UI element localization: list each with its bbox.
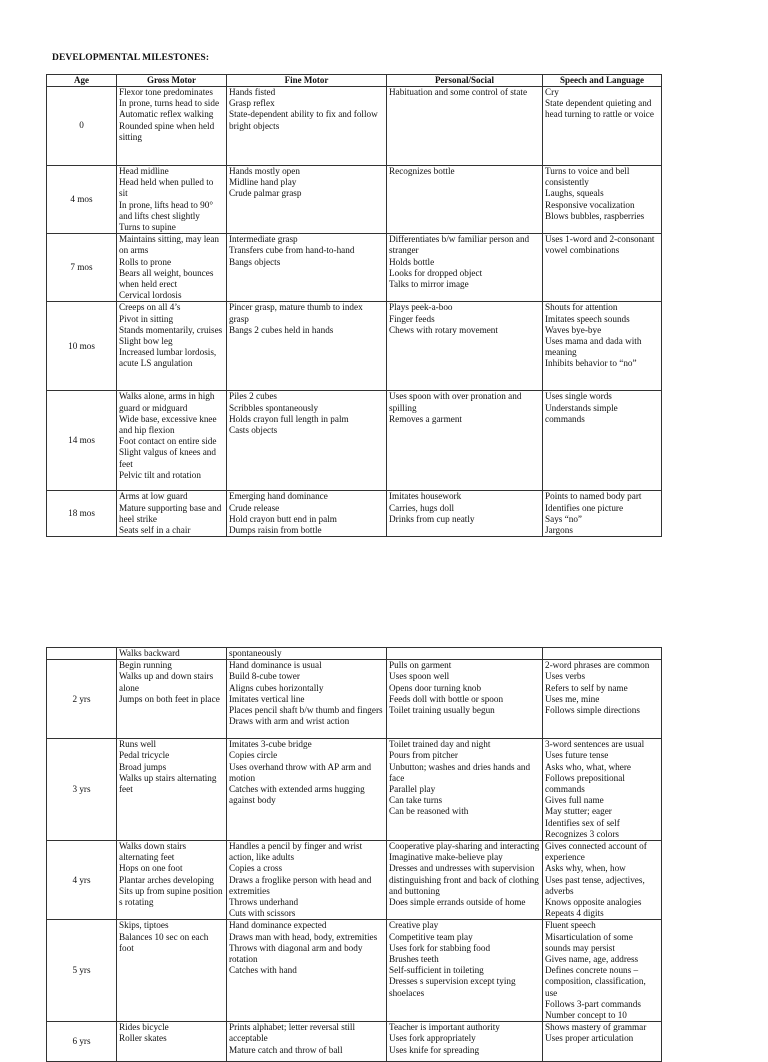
header-gross-motor: Gross Motor	[117, 75, 227, 87]
personal-social-cell: Imitates housework Carries, hugs doll Drinks from cup neatly	[387, 491, 543, 537]
milestones-table-1	[46, 74, 662, 537]
table-row	[47, 234, 662, 302]
personal-social-cell: Cooperative play-sharing and interacting Imaginative make-believe play Dresses and undresses with supervision distinguishing front and back of clothing and buttoning Does simple errands outside of home	[387, 841, 543, 920]
table-row	[47, 491, 662, 537]
page-title: DEVELOPMENTAL MILESTONES:	[52, 53, 210, 63]
table-row	[47, 166, 662, 234]
speech-language-cell: Shouts for attention Imitates speech sounds Waves bye-bye Uses mama and dada with meaning Inhibits behavior to “no”	[543, 302, 662, 391]
speech-language-cell: Cry State dependent quieting and head turning to rattle or voice	[543, 87, 662, 166]
speech-language-cell: 2-word phrases are common Uses verbs Refers to self by name Uses me, mine Follows simple directions	[543, 660, 662, 739]
personal-social-cell: Toilet trained day and night Pours from pitcher Unbutton; washes and dries hands and face Parallel play Can take turns Can be reasoned with	[387, 739, 543, 841]
speech-language-cell: Turns to voice and bell consistently Laughs, squeals Responsive vocalization Blows bubbles, raspberries	[543, 166, 662, 234]
speech-language-cell: Shows mastery of grammar Uses proper articulation	[543, 1022, 662, 1062]
speech-language-cell: Fluent speech Misarticulation of some sounds may persist Gives name, age, address Defines concrete nouns – composition, classification, use Follows 3-part commands Number concept to 10	[543, 920, 662, 1022]
fine-motor-cell: Intermediate grasp Transfers cube from hand-to-hand Bangs objects	[227, 234, 387, 302]
speech-language-cell: Gives connected account of experience Asks why, when, how Uses past tense, adjectives, adverbs Knows opposite analogies Repeats 4 digits	[543, 841, 662, 920]
header-age: Age	[47, 75, 117, 87]
age-cell: 5 yrs	[47, 920, 117, 1022]
gross-motor-cell: Rides bicycle Roller skates	[117, 1022, 227, 1062]
personal-social-cell: Uses spoon with over pronation and spilling Removes a garment	[387, 391, 543, 491]
gross-motor-cell: Walks down stairs alternating feet Hops on one foot Plantar arches developing Sits up from supine position s rotating	[117, 841, 227, 920]
age-cell	[47, 648, 117, 660]
header-personal-social: Personal/Social	[387, 75, 543, 87]
fine-motor-cell: Hand dominance expected Draws man with head, body, extremities Throws with diagonal arm and body rotation Catches with hand	[227, 920, 387, 1022]
gross-motor-cell: Arms at low guard Mature supporting base and heel strike Seats self in a chair	[117, 491, 227, 537]
table-row	[47, 1022, 662, 1062]
age-cell: 14 mos	[47, 391, 117, 491]
gross-motor-cell: Walks backward	[117, 648, 227, 660]
personal-social-cell: Habituation and some control of state	[387, 87, 543, 166]
age-cell: 4 mos	[47, 166, 117, 234]
table-row	[47, 841, 662, 920]
header-fine-motor: Fine Motor	[227, 75, 387, 87]
milestones-table-2	[46, 647, 662, 1062]
table-row	[47, 739, 662, 841]
fine-motor-cell: Imitates 3-cube bridge Copies circle Uses overhand throw with AP arm and motion Catches with extended arms hugging against body	[227, 739, 387, 841]
fine-motor-cell: Hands fisted Grasp reflex State-dependent ability to fix and follow bright objects	[227, 87, 387, 166]
age-cell: 3 yrs	[47, 739, 117, 841]
fine-motor-cell: Piles 2 cubes Scribbles spontaneously Holds crayon full length in palm Casts objects	[227, 391, 387, 491]
age-cell: 7 mos	[47, 234, 117, 302]
speech-language-cell: 3-word sentences are usual Uses future tense Asks who, what, where Follows prepositional commands Gives full name May stutter; eager Identifies sex of self Recognizes 3 colors	[543, 739, 662, 841]
fine-motor-cell: Pincer grasp, mature thumb to index grasp Bangs 2 cubes held in hands	[227, 302, 387, 391]
speech-language-cell: Uses 1-word and 2-consonant vowel combinations	[543, 234, 662, 302]
gross-motor-cell: Walks alone, arms in high guard or midguard Wide base, excessive knee and hip flexion Foot contact on entire side Slight valgus of knees and feet Pelvic tilt and rotation	[117, 391, 227, 491]
gross-motor-cell: Creeps on all 4’s Pivot in sitting Stands momentarily, cruises Slight bow leg Increased lumbar lordosis, acute LS angulation	[117, 302, 227, 391]
personal-social-cell: Plays peek-a-boo Finger feeds Chews with rotary movement	[387, 302, 543, 391]
speech-language-cell: Points to named body part Identifies one picture Says “no” Jargons	[543, 491, 662, 537]
table-row	[47, 920, 662, 1022]
table-row	[47, 87, 662, 166]
table-row	[47, 660, 662, 739]
gross-motor-cell: Head midline Head held when pulled to sit In prone, lifts head to 90° and lifts chest slightly Turns to supine	[117, 166, 227, 234]
personal-social-cell: Creative play Competitive team play Uses fork for stabbing food Brushes teeth Self-sufficient in toileting Dresses s supervision except tying shoelaces	[387, 920, 543, 1022]
table-row	[47, 391, 662, 491]
gross-motor-cell: Begin running Walks up and down stairs alone Jumps on both feet in place	[117, 660, 227, 739]
personal-social-cell	[387, 648, 543, 660]
fine-motor-cell: Prints alphabet; letter reversal still acceptable Mature catch and throw of ball	[227, 1022, 387, 1062]
table-row	[47, 648, 662, 660]
fine-motor-cell: Handles a pencil by finger and wrist action, like adults Copies a cross Draws a froglike person with head and extremities Throws underhand Cuts with scissors	[227, 841, 387, 920]
header-row	[47, 75, 662, 87]
gross-motor-cell: Flexor tone predominates In prone, turns head to side Automatic reflex walking Rounded spine when held sitting	[117, 87, 227, 166]
table-row	[47, 302, 662, 391]
speech-language-cell: Uses single words Understands simple commands	[543, 391, 662, 491]
age-cell: 0	[47, 87, 117, 166]
age-cell: 4 yrs	[47, 841, 117, 920]
personal-social-cell: Recognizes bottle	[387, 166, 543, 234]
age-cell: 10 mos	[47, 302, 117, 391]
fine-motor-cell: spontaneously	[227, 648, 387, 660]
fine-motor-cell: Emerging hand dominance Crude release Hold crayon butt end in palm Dumps raisin from bottle	[227, 491, 387, 537]
gross-motor-cell: Maintains sitting, may lean on arms Rolls to prone Bears all weight, bounces when held erect Cervical lordosis	[117, 234, 227, 302]
age-cell: 18 mos	[47, 491, 117, 537]
personal-social-cell: Pulls on garment Uses spoon well Opens door turning knob Feeds doll with bottle or spoon Toilet training usually begun	[387, 660, 543, 739]
speech-language-cell	[543, 648, 662, 660]
header-speech-language: Speech and Language	[543, 75, 662, 87]
fine-motor-cell: Hand dominance is usual Build 8-cube tower Aligns cubes horizontally Imitates vertical line Places pencil shaft b/w thumb and fingers Draws with arm and wrist action	[227, 660, 387, 739]
gross-motor-cell: Runs well Pedal tricycle Broad jumps Walks up stairs alternating feet	[117, 739, 227, 841]
personal-social-cell: Differentiates b/w familiar person and stranger Holds bottle Looks for dropped object Talks to mirror image	[387, 234, 543, 302]
fine-motor-cell: Hands mostly open Midline hand play Crude palmar grasp	[227, 166, 387, 234]
age-cell: 2 yrs	[47, 660, 117, 739]
gross-motor-cell: Skips, tiptoes Balances 10 sec on each foot	[117, 920, 227, 1022]
age-cell: 6 yrs	[47, 1022, 117, 1062]
personal-social-cell: Teacher is important authority Uses fork appropriately Uses knife for spreading	[387, 1022, 543, 1062]
